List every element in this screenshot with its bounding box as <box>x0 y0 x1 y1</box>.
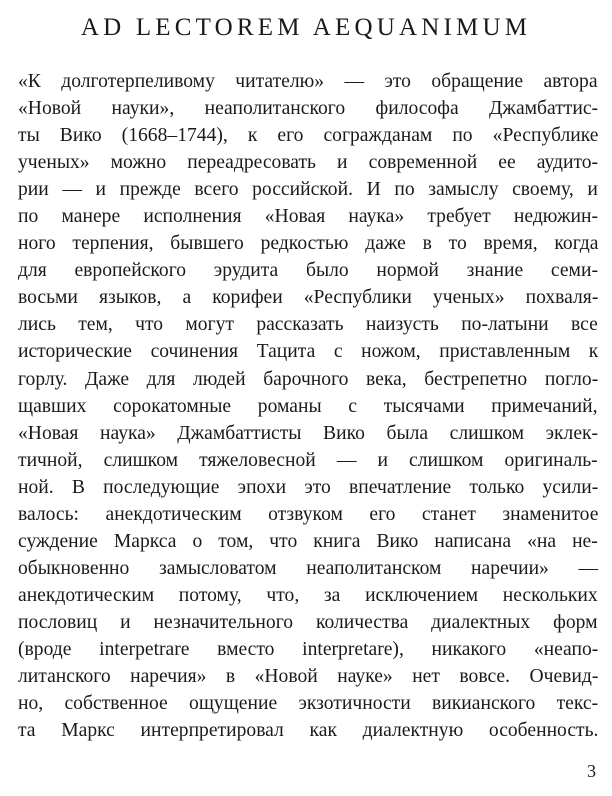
text-line: (вроде interpetrare вместо interpretare), никакого «неапо- <box>18 638 599 660</box>
text-line: анекдотическим потому, что, за исключением нескольких <box>18 584 598 606</box>
text-line: ученых» можно переадресовать и современной ее аудито- <box>18 152 599 174</box>
text-line: «К долготерпеливому читателю» — это обращение автора <box>18 71 598 92</box>
text-line: та Маркс интерпретировал как диалектную особенность. <box>18 720 599 742</box>
text-line: «Новой науки», неаполитанского философа Джамбаттис- <box>18 98 599 120</box>
text-line: «Новая наука» Джамбаттисты Вико была слишком эклек- <box>18 422 599 444</box>
text-line: исторические сочинения Тацита с ножом, приставленным к <box>18 341 599 363</box>
text-line: для европейского эрудита было нормой знание семи- <box>18 260 598 282</box>
text-line: лись тем, что могут рассказать наизусть по-латыни все <box>18 314 598 336</box>
text-line: рии — и прежде всего российской. И по замыслу своему, и <box>18 179 598 201</box>
text-line: ной. В последующие эпохи это впечатление только усили- <box>18 476 599 498</box>
text-line: валось: анекдотическим отзвуком его станет знаменитое <box>18 503 599 525</box>
text-line: по манере исполнения «Новая наука» требует недюжин- <box>18 206 598 228</box>
text-line: щавших сорокатомные романы с тысячами примечаний, <box>18 395 598 417</box>
text-line: ты Вико (1668–1744), к его согражданам по «Республике <box>18 125 599 147</box>
text-line: суждение Маркса о том, что книга Вико написана «на не- <box>18 530 598 552</box>
text-line: литанского наречия» в «Новой науке» нет вовсе. Очевид- <box>18 666 599 688</box>
text-line: обыкновенно замысловатом неаполитанском наречии» — <box>18 557 599 579</box>
page-number: 3 <box>587 761 596 781</box>
body-paragraph <box>18 68 598 744</box>
chapter-heading: AD LECTOREM AEQUANIMUM <box>80 14 532 41</box>
text-line: тичной, слишком тяжеловесной — и слишком оригиналь- <box>18 449 598 471</box>
text-line: ного терпения, бывшего редкостью даже в то время, когда <box>18 233 599 255</box>
text-line: восьми языков, а корифеи «Республики ученых» похваля- <box>18 287 599 309</box>
text-line: горлу. Даже для людей барочного века, бестрепетно погло- <box>18 368 599 390</box>
text-line: но, собственное ощущение экзотичности викианского текс- <box>18 693 599 715</box>
text-line: пословиц и незначительного количества диалектных форм <box>18 611 598 633</box>
